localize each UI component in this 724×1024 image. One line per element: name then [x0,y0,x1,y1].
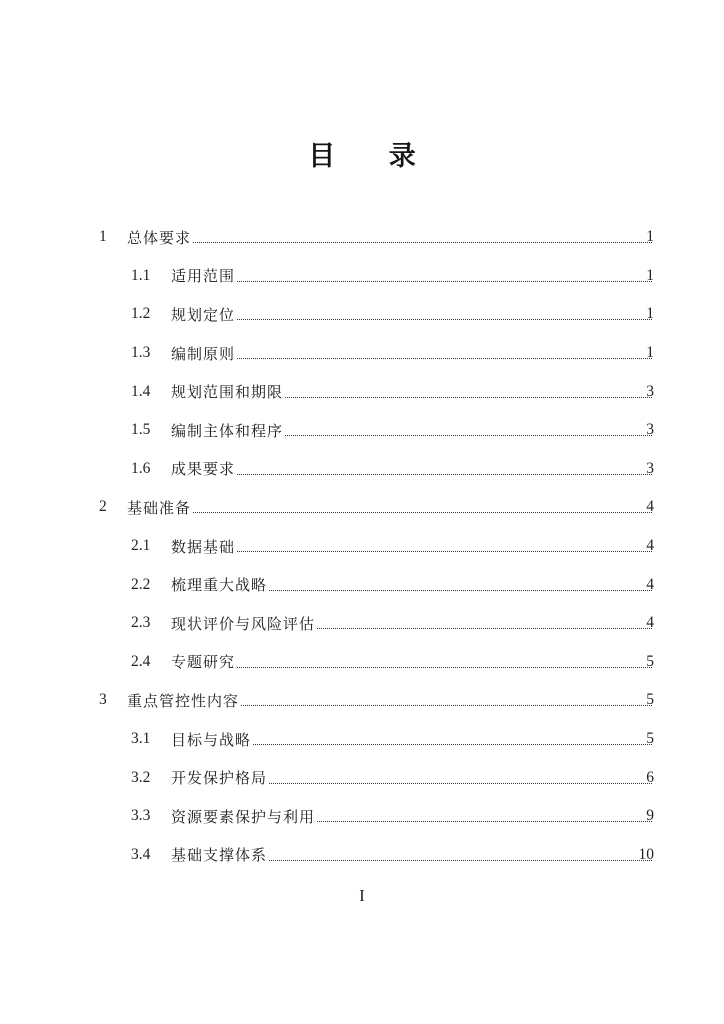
toc-entry-title: 专题研究 [171,653,236,672]
toc-entry-label-line [171,536,652,557]
dot-leader [285,434,652,436]
toc-entry-title: 梳理重大战略 [171,576,268,595]
toc-entry-page: 1 [646,266,654,284]
dot-leader [237,280,652,282]
toc-entry[interactable] [0,488,724,527]
dot-leader [285,396,652,398]
dot-leader [193,241,652,243]
dot-leader [193,511,652,513]
toc-entry-title: 基础准备 [127,498,192,517]
toc-entry[interactable] [0,604,724,643]
toc-entry-page: 3 [646,459,654,477]
toc-entry-page: 4 [646,614,654,632]
toc-entry-page: 4 [646,498,654,516]
page-title: 目 录 [308,141,438,172]
toc-entry-number: 2.3 [131,614,151,632]
toc-entry-page: 9 [646,807,654,825]
toc-entry-title: 基础支撑体系 [171,846,268,865]
toc-entry-number: 3.2 [131,768,151,786]
toc-entry-label-line [171,729,652,750]
toc-entry-number: 1.6 [131,459,151,477]
dot-leader [253,743,652,745]
toc-entry-label-line [171,343,652,364]
toc-entry[interactable] [0,372,724,411]
dot-leader [237,666,652,668]
toc-entry-title: 编制原则 [171,344,236,363]
toc-entry-title: 数据基础 [171,537,236,556]
toc-entry-title: 编制主体和程序 [171,421,284,440]
toc-entry-number: 3.1 [131,730,151,748]
toc-entry-label-line [171,420,652,441]
toc-entry-label-line [127,227,652,248]
toc-entry-title: 适用范围 [171,267,236,286]
toc-entry-page: 10 [638,845,654,863]
toc-entry-number: 3.4 [131,845,151,863]
toc-entry-page: 1 [646,305,654,323]
dot-leader [317,820,652,822]
toc-entry[interactable] [0,836,724,875]
toc-entry[interactable] [0,681,724,720]
toc-entry-number: 1.5 [131,421,151,439]
toc-entry-title: 总体要求 [127,228,192,247]
dot-leader [269,782,652,784]
toc-entry[interactable] [0,334,724,373]
toc-entry-title: 成果要求 [171,460,236,479]
page-number: I [359,886,365,905]
toc-entry[interactable] [0,797,724,836]
toc-entry-page: 3 [646,382,654,400]
toc-entry-label-line [171,767,652,788]
toc-entry-title: 重点管控性内容 [127,691,240,710]
toc-entry[interactable] [0,218,724,257]
toc-entry-label-line [171,651,652,672]
toc-entry-page: 1 [646,344,654,362]
toc-entry-number: 1.4 [131,382,151,400]
toc-entry-title: 开发保护格局 [171,769,268,788]
toc-entry-label-line [171,844,652,865]
toc-entry-number: 3.3 [131,807,151,825]
toc-entry-label-line [171,265,652,286]
toc-entry-number: 1.2 [131,305,151,323]
toc-entry[interactable] [0,758,724,797]
toc-entry-number: 2 [99,498,107,516]
toc-entry[interactable] [0,295,724,334]
dot-leader [241,704,652,706]
toc-entry-number: 2.4 [131,652,151,670]
toc-entry[interactable] [0,450,724,489]
toc-entry-number: 2.1 [131,537,151,555]
dot-leader [317,627,652,629]
toc-entry-page: 3 [646,421,654,439]
toc-entry-page: 4 [646,537,654,555]
toc-entry[interactable] [0,720,724,759]
toc-entry-title: 现状评价与风险评估 [171,614,316,633]
toc-entry-page: 1 [646,228,654,246]
toc-entry-label-line [171,458,652,479]
toc-entry-page: 5 [646,691,654,709]
toc-entry-number: 2.2 [131,575,151,593]
toc-entry-label-line [171,613,652,634]
toc-entry-page: 5 [646,652,654,670]
toc-entry-number: 3 [99,691,107,709]
toc-entry[interactable] [0,411,724,450]
dot-leader [269,859,652,861]
dot-leader [237,473,652,475]
toc-entry-title: 资源要素保护与利用 [171,807,316,826]
toc-entry-label-line [171,304,652,325]
dot-leader [237,357,652,359]
toc-entry-title: 规划定位 [171,305,236,324]
toc-entry-label-line [127,690,652,711]
toc-entry-title: 目标与战略 [171,730,252,749]
toc-entry-label-line [127,497,652,518]
dot-leader [269,589,652,591]
toc-entry[interactable] [0,565,724,604]
toc-entry-number: 1.1 [131,266,151,284]
toc-entry-label-line [171,381,652,402]
toc-entry-page: 5 [646,730,654,748]
toc-entry[interactable] [0,257,724,296]
dot-leader [237,550,652,552]
dot-leader [237,318,652,320]
toc-entry[interactable] [0,643,724,682]
toc-entry-label-line [171,806,652,827]
toc-entry-page: 6 [646,768,654,786]
toc-entry-number: 1.3 [131,344,151,362]
toc-entry-label-line [171,574,652,595]
toc-entry-title: 规划范围和期限 [171,383,284,402]
toc-entry-number: 1 [99,228,107,246]
toc-entry[interactable] [0,527,724,566]
toc-entry-page: 4 [646,575,654,593]
